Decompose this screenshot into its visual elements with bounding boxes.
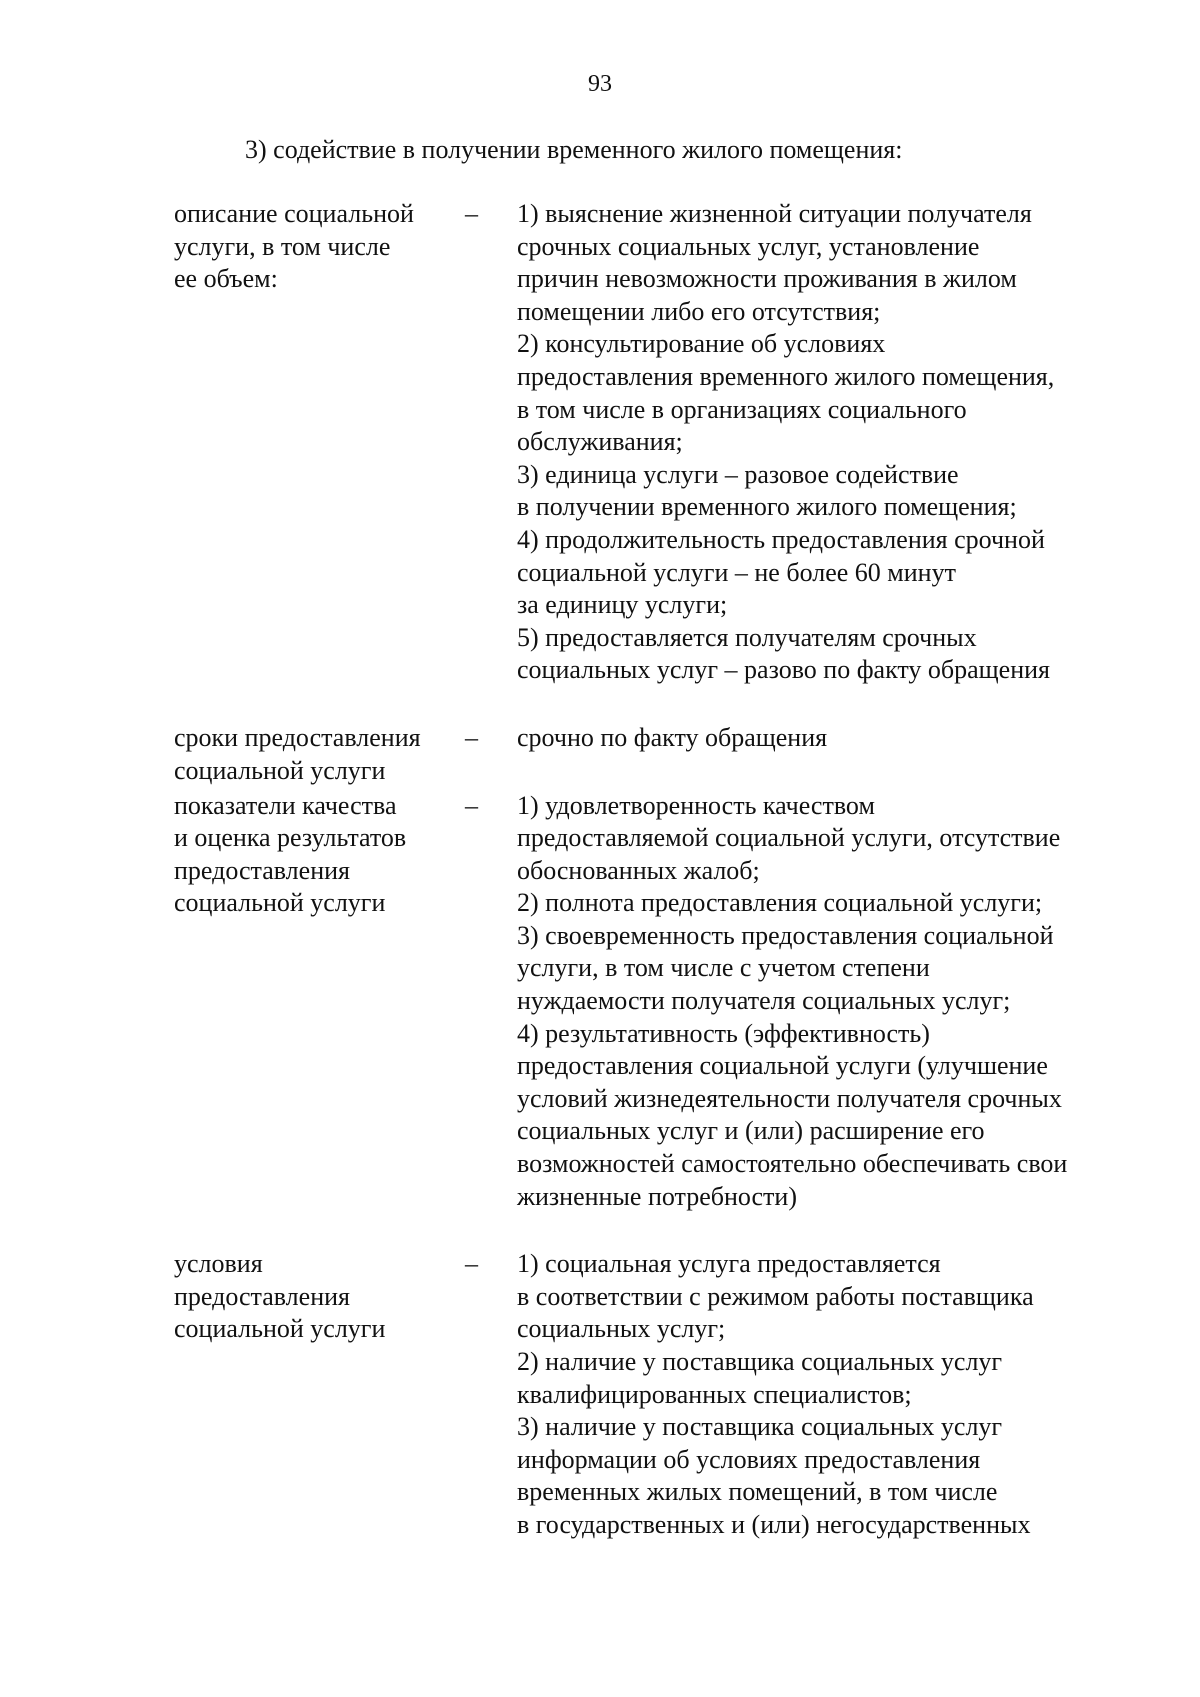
row-value [517, 722, 1107, 755]
row-value [517, 790, 1107, 1214]
value-line: предоставления временного жилого помещения, [517, 361, 1055, 391]
value-line: в получении временного жилого помещения; [517, 492, 1017, 522]
dash-separator: – [465, 790, 478, 820]
dash-separator: – [465, 722, 478, 752]
label-line: предоставления [174, 855, 350, 885]
value-line: срочных социальных услуг, установление [517, 231, 980, 261]
value-line: услуги, в том числе с учетом степени [517, 953, 930, 983]
value-line: в государственных и (или) негосударственных [517, 1509, 1031, 1539]
value-line: 2) полнота предоставления социальной услуги; [517, 888, 1043, 918]
value-line: 2) наличие у поставщика социальных услуг [517, 1347, 1003, 1376]
dash-separator: – [465, 1249, 478, 1279]
value-line: возможностей самостоятельно обеспечивать свои [517, 1149, 1068, 1179]
row-value [517, 1248, 1107, 1541]
value-line: 1) выяснение жизненной ситуации получателя [517, 199, 1032, 228]
label-line: сроки предоставления [174, 722, 421, 752]
value-line: жизненные потребности) [517, 1181, 797, 1211]
value-line: предоставляемой социальной услуги, отсутствие [517, 823, 1061, 853]
value-line: нуждаемости получателя социальных услуг; [517, 986, 1011, 1016]
row-label [174, 198, 454, 296]
value-line: обслуживания; [517, 427, 683, 457]
row-value [517, 198, 1107, 687]
value-line: 3) наличие у поставщика социальных услуг [517, 1412, 1003, 1442]
value-line: в соответствии с режимом работы поставщика [517, 1281, 1034, 1311]
value-line: причин невозможности проживания в жилом [517, 264, 1017, 294]
service-parameters-table [174, 198, 1134, 1542]
label-line: социальной услуги [174, 1314, 386, 1344]
value-line: информации об условиях предоставления [517, 1444, 981, 1474]
value-line: 3) единица услуги – разовое содействие [517, 459, 959, 489]
value-line: за единицу услуги; [517, 590, 728, 620]
value-line: обоснованных жалоб; [517, 855, 760, 885]
label-line: предоставления [174, 1281, 350, 1311]
label-line: описание социальной [174, 199, 414, 228]
row-label [174, 1248, 454, 1346]
label-line: социальной услуги [174, 888, 386, 918]
value-line: квалифицированных специалистов; [517, 1379, 912, 1409]
label-line: и оценка результатов [174, 823, 407, 853]
value-line: социальной услуги – не более 60 минут [517, 557, 956, 587]
label-line: условия [174, 1249, 263, 1279]
value-line: социальных услуг; [517, 1314, 726, 1344]
value-line: 1) удовлетворенность качеством [517, 790, 875, 820]
row-label [174, 790, 454, 920]
value-line: социальных услуг – разово по факту обращения [517, 655, 1051, 685]
section-heading: 3) содействие в получении временного жилого помещения: [245, 135, 903, 164]
quality-indicators-row [174, 790, 1134, 1214]
row-label [174, 722, 454, 787]
label-line: услуги, в том числе [174, 231, 391, 261]
value-line: помещении либо его отсутствия; [517, 296, 881, 326]
page-number: 93 [588, 71, 612, 97]
value-line: условий жизнедеятельности получателя срочных [517, 1083, 1062, 1113]
value-line: 3) своевременность предоставления социальной [517, 920, 1054, 950]
value-line: срочно по факту обращения [517, 722, 828, 752]
label-line: ее объем: [174, 264, 278, 294]
service-terms-row [174, 722, 1134, 785]
value-line: 4) результативность (эффективность) [517, 1018, 930, 1048]
label-line: показатели качества [174, 790, 397, 820]
value-line: 4) продолжительность предоставления срочной [517, 524, 1045, 554]
value-line: 2) консультирование об условиях [517, 329, 886, 359]
value-line: временных жилых помещений, в том числе [517, 1477, 998, 1507]
value-line: 5) предоставляется получателям срочных [517, 622, 977, 652]
service-conditions-row [174, 1248, 1134, 1541]
value-line: социальных услуг и (или) расширение его [517, 1116, 985, 1146]
value-line: 1) социальная услуга предоставляется [517, 1249, 941, 1279]
dash-separator: – [465, 199, 478, 228]
service-description-row [174, 198, 1134, 687]
label-line: социальной услуги [174, 755, 386, 785]
value-line: предоставления социальной услуги (улучшение [517, 1051, 1048, 1081]
value-line: в том числе в организациях социального [517, 394, 967, 424]
